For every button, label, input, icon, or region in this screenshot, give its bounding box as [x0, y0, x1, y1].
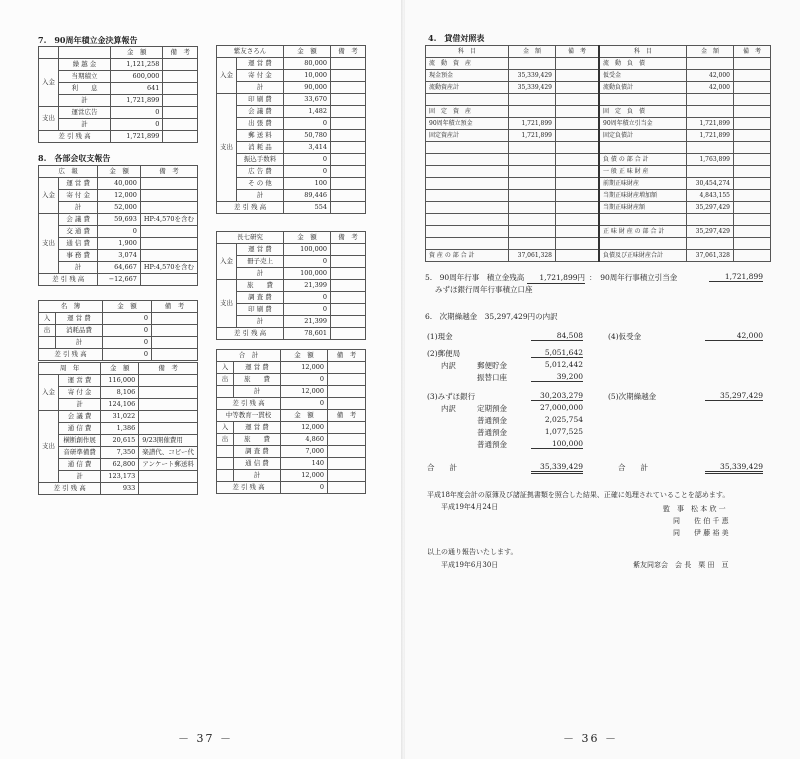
auditor-2: 同 佐 伯 千 恵: [673, 517, 729, 525]
bs-cell: 42,000: [687, 82, 734, 94]
sec7-table: 金 額 備 考 入金 繰 越 金 1,121,258 当期積立 600,000 利 息 641 計 1,721,899 支出 運営広告 0 計 0 差 引 残 高 1,721,899: [38, 46, 198, 143]
bs-row: [426, 250, 771, 262]
bs-row: [426, 106, 771, 118]
bs-cell: [556, 202, 600, 214]
bs-cell: 固定負債計: [599, 130, 687, 142]
bs-cell: [734, 178, 771, 190]
bs-cell: [687, 58, 734, 70]
auditor-1: 監 事 松 本 欣 一: [663, 505, 726, 513]
bs-cell: 1,721,899: [509, 118, 556, 130]
bs-cell: 正 味 財 産 の 部 合 計: [599, 226, 687, 238]
bs-row: [426, 238, 771, 250]
bs-row: [426, 178, 771, 190]
sec5-line2: みずほ銀行周年行事積立口座: [435, 285, 533, 294]
c2-label: (2)郵便局: [427, 349, 461, 358]
bs-cell: [687, 94, 734, 106]
bs-cell: [734, 58, 771, 70]
c4-label: (4)仮受金: [608, 332, 642, 341]
bs-cell: 90周年積立預金: [426, 118, 509, 130]
section-4-title: 4. 貸借対照表: [428, 33, 485, 43]
bs-cell: [556, 166, 600, 178]
bs-cell: [687, 214, 734, 226]
bs-cell: 当期正味財産増加額: [599, 190, 687, 202]
bs-cell: 35,339,429: [509, 82, 556, 94]
bs-cell: [687, 142, 734, 154]
c5-value: 35,297,429: [705, 391, 763, 401]
kouhou-table: 広 報 金 額 備 考 入金 運 営 費 40,000 寄 付 金 12,000 計 52,000 支出 会 議 費 59,693 HP:4,570を含む 交 通 費 0 通 信 費 1,900 事 務 費 3,074 計 64,667 HP:4,570を含む 差 引 残 高 −12,667: [38, 165, 198, 286]
c5-label: (5)次期繰越金: [608, 392, 657, 401]
bs-cell: 一 般 正 味 財 産: [599, 166, 687, 178]
section-8-title: 8. 各部会収支報告: [38, 153, 111, 163]
bs-cell: [556, 238, 600, 250]
bs-cell: [734, 238, 771, 250]
sec5-line1-d: 1,721,899: [709, 272, 763, 282]
chuto-table: 中等教育一貫校 金 額 備 考 入 運 営 費 12,000 出 旅 費 4,860 調 査 費 7,000 通 信 費 140 計 12,000 差 引 残 高 0: [216, 409, 366, 494]
bs-cell: 4,843,155: [687, 190, 734, 202]
total-value-right: 35,339,429: [705, 462, 763, 474]
bs-cell: [426, 166, 509, 178]
bs-row: [426, 58, 771, 70]
bs-cell: [556, 226, 600, 238]
bs-cell: 流動資産計: [426, 82, 509, 94]
bs-cell: [734, 118, 771, 130]
bs-row: [426, 154, 771, 166]
bs-cell: [556, 106, 600, 118]
bs-cell: [734, 70, 771, 82]
shunen-table: 周 年 金 額 備 考 入金 運 営 費 116,000 寄 付 金 8,106 計 124,106 支出 会 議 費 31,022 通 信 費 1,386 横断創作展 20,615 9/23開催費用 音研準備費 7,350 楽譜代、コピー代 通 信 費 62,800 アンケート郵送料 計 123,173 差 引 残 高 933: [38, 362, 198, 495]
c3-sub4-value: 100,000: [531, 439, 583, 449]
bs-cell: 30,454,274: [687, 178, 734, 190]
bs-cell: [556, 118, 600, 130]
bs-cell: [734, 154, 771, 166]
bs-cell: [599, 142, 687, 154]
bs-cell: [426, 94, 509, 106]
audit-date: 平成19年4月24日: [441, 503, 499, 511]
c3-sub3-value: 1,077,525: [544, 427, 583, 436]
bs-cell: 固 定 資 産: [426, 106, 509, 118]
balance-sheet-table: 科 目 金 額 備 考 科 目 金 額 備 考 流 動 資 産 流 動 負 債 現金預金 35,339,429 仮受金 42,000 流動資産計 35,339,429 流動負債計 42,000 固 定 資 産 固 定 負 債 90周年積立預金 1,721,899 90周年積立引当金 1,721,899 固定資産計 1,721,899 固定負債計 1,721,899 負 債 の 部 合 計 1,763,899 一 般 正 味 財 産 前期正味財産 30,454,274 当期正味財産増加額 4,843,155 当期正味財産額 35,297,429 正 味 財 産 の 部 合 計 35,297,429 資 産 の 部 合 計 37,061,328 負債及び正味財産合計 37,061,328: [425, 45, 771, 262]
sec6-title: 6. 次期繰越金 35,297,429円の内訳: [425, 312, 558, 321]
bs-row: [426, 166, 771, 178]
bs-cell: 当期正味財産額: [599, 202, 687, 214]
bs-cell: 37,061,328: [687, 250, 734, 262]
report-text: 以上の通り報告いたします。: [427, 548, 518, 556]
bs-cell: 流動負債計: [599, 82, 687, 94]
bs-cell: 固 定 負 債: [599, 106, 687, 118]
bs-cell: 35,339,429: [509, 70, 556, 82]
total-label-right: 合 計: [618, 463, 648, 472]
bs-cell: [734, 226, 771, 238]
bs-cell: 流 動 資 産: [426, 58, 509, 70]
bs-row: [426, 142, 771, 154]
bs-cell: [734, 94, 771, 106]
bs-row: [426, 202, 771, 214]
audit-text: 平成18年度会計の原簿及び諸証拠書類を照合した結果、正確に処理されていることを認めます。: [427, 491, 730, 499]
c3-sub3-label: 普通預金: [477, 428, 507, 437]
bs-cell: [509, 214, 556, 226]
bs-cell: 固定資産計: [426, 130, 509, 142]
c3-sub1-value: 27,000,000: [540, 403, 583, 412]
bs-cell: 資 産 の 部 合 計: [426, 250, 509, 262]
bs-cell: [426, 214, 509, 226]
bs-cell: [509, 190, 556, 202]
bs-cell: [734, 142, 771, 154]
page-number-right: － 36 －: [563, 732, 618, 745]
bs-row: [426, 214, 771, 226]
sec5-line1-a: 5. 90周年行事 積立金残高: [425, 273, 525, 282]
bs-cell: 35,297,429: [687, 226, 734, 238]
bs-cell: [734, 190, 771, 202]
bs-cell: [599, 238, 687, 250]
bs-cell: 仮受金: [599, 70, 687, 82]
bs-cell: [556, 250, 600, 262]
bs-row: [426, 94, 771, 106]
bs-cell: [509, 238, 556, 250]
bs-cell: [556, 214, 600, 226]
bs-cell: 37,061,328: [509, 250, 556, 262]
section-7-title: 7. 90周年積立金決算報告: [38, 35, 138, 45]
bs-cell: 1,763,899: [687, 154, 734, 166]
report-date: 平成19年6月30日: [441, 561, 499, 569]
shiyu-table: 紫友さろん 金 額 備 考 入金 運 営 費 80,000 寄 付 金 10,000 計 90,000 支出 印 刷 費 33,670 会 議 費 1,482 出 張 費 0 郵 送 料 50,780 消 耗 品 3,414 振込手数料 0 広 告 費 0 そ の 他 100 計 89,446 差 引 残 高 554: [216, 45, 366, 214]
bs-cell: 1,721,899: [687, 130, 734, 142]
bs-cell: 1,721,899: [509, 130, 556, 142]
bs-cell: 90周年積立引当金: [599, 118, 687, 130]
c3-sub1-label: 定期預金: [477, 404, 507, 413]
bs-cell: [734, 250, 771, 262]
bs-cell: [734, 82, 771, 94]
chohichi-table: 長七研究 金 額 備 考 入金 運 営 費 100,000 冊子売上 0 計 100,000 支出 旅 費 21,399 調 査 費 0 印 刷 費 0 計 21,399 差 引 残 高 78,601: [216, 231, 366, 340]
bs-cell: [426, 226, 509, 238]
bs-cell: [734, 106, 771, 118]
bs-cell: [556, 142, 600, 154]
bs-cell: 35,297,429: [687, 202, 734, 214]
bs-row: [426, 118, 771, 130]
bs-cell: [509, 166, 556, 178]
sec5-line1-c: ： 90周年行事積立引当金: [589, 273, 678, 282]
c4-value: 42,000: [705, 331, 763, 341]
bs-row: [426, 82, 771, 94]
bs-cell: [426, 202, 509, 214]
bs-cell: 前期正味財産: [599, 178, 687, 190]
c3-sub2-value: 2,025,754: [544, 415, 583, 424]
bs-row: [426, 226, 771, 238]
bs-row: [426, 130, 771, 142]
c3-label: (3)みずほ銀行: [427, 392, 476, 401]
bs-cell: 現金預金: [426, 70, 509, 82]
bs-cell: [509, 202, 556, 214]
c2-sub2-label: 振替口座: [477, 373, 507, 382]
bs-cell: 1,721,899: [687, 118, 734, 130]
bs-cell: [509, 178, 556, 190]
c3-sub2-label: 普通預金: [477, 416, 507, 425]
page-number-left: － 37 －: [178, 732, 233, 745]
c3-breakdown-label: 内訳: [441, 404, 456, 413]
bs-cell: [556, 130, 600, 142]
goukei-table: 合 計 金 額 備 考 入 運 営 費 12,000 出 旅 費 0 計 12,000 差 引 残 高 0: [216, 349, 366, 410]
bs-cell: [556, 154, 600, 166]
meibo-table: 名 簿 金 額 備 考 入 運 営 費 0 出 消耗品費 0 計 0 差 引 残 高 0: [38, 300, 198, 361]
c2-breakdown-label: 内訳: [441, 361, 456, 370]
right-page: [405, 0, 800, 759]
c1-value: 84,508: [531, 331, 583, 341]
bs-cell: [687, 106, 734, 118]
bs-cell: [509, 94, 556, 106]
bs-cell: [556, 178, 600, 190]
bs-cell: 負債及び正味財産合計: [599, 250, 687, 262]
bs-cell: [509, 142, 556, 154]
sec5-line1-b: 1,721,899円: [527, 272, 585, 284]
bs-cell: 流 動 負 債: [599, 58, 687, 70]
bs-cell: [734, 214, 771, 226]
bs-row: [426, 190, 771, 202]
c2-sub2-value: 39,200: [531, 372, 583, 382]
total-label-left: 合 計: [427, 463, 457, 472]
reporter: 紫友同窓会 会 長 栗 田 亘: [633, 561, 729, 569]
bs-row: [426, 70, 771, 82]
bs-cell: 42,000: [687, 70, 734, 82]
c1-label: (1)現金: [427, 332, 453, 341]
bs-cell: [426, 154, 509, 166]
c2-value: 5,051,642: [531, 348, 583, 358]
bs-cell: [599, 214, 687, 226]
c2-sub1-value: 5,012,442: [544, 360, 583, 369]
bs-cell: [426, 178, 509, 190]
bs-cell: [556, 190, 600, 202]
c3-sub4-label: 普通預金: [477, 440, 507, 449]
bs-cell: [556, 58, 600, 70]
bs-cell: [687, 166, 734, 178]
bs-cell: [556, 70, 600, 82]
bs-cell: [509, 154, 556, 166]
bs-cell: [734, 130, 771, 142]
c3-value: 30,203,279: [531, 391, 583, 401]
bs-cell: [426, 142, 509, 154]
bs-cell: [509, 226, 556, 238]
bs-cell: [599, 94, 687, 106]
auditor-3: 同 伊 藤 裕 美: [673, 529, 729, 537]
bs-cell: [556, 82, 600, 94]
bs-cell: [426, 238, 509, 250]
bs-cell: [687, 238, 734, 250]
bs-cell: [734, 166, 771, 178]
bs-cell: 負 債 の 部 合 計: [599, 154, 687, 166]
bs-cell: [556, 94, 600, 106]
bs-cell: [734, 202, 771, 214]
total-value-left: 35,339,429: [531, 462, 583, 474]
c2-sub1-label: 郵便貯金: [477, 361, 507, 370]
bs-cell: [509, 58, 556, 70]
bs-cell: [426, 190, 509, 202]
bs-cell: [509, 106, 556, 118]
